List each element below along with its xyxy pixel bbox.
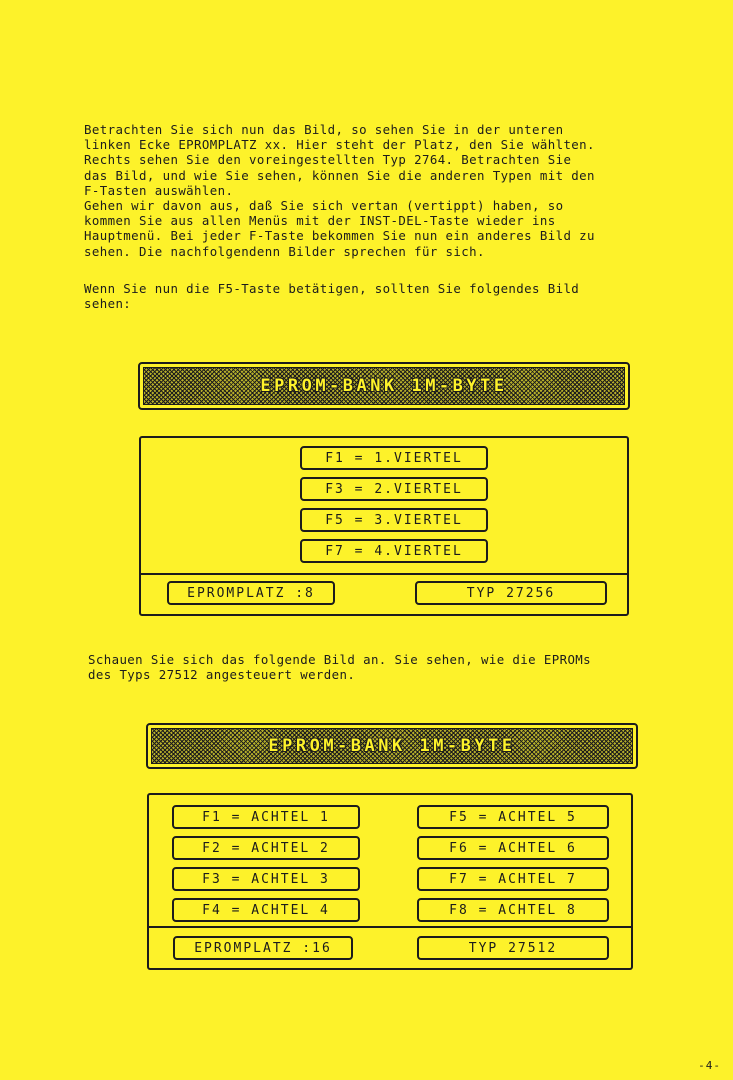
text-line: sehen. Die nachfolgendenn Bilder sprechen für sich.: [84, 243, 485, 259]
key-f4-achtel[interactable]: F4 = ACHTEL 4: [172, 898, 360, 922]
text-line: sehen:: [84, 296, 132, 312]
text-line: F-Tasten auswählen.: [84, 182, 234, 198]
key-f1-achtel[interactable]: F1 = ACHTEL 1: [172, 805, 360, 829]
text-line: Schauen Sie sich das folgende Bild an. Sie sehen, wie die EPROMs: [88, 652, 592, 667]
screen2-banner: [146, 723, 638, 769]
page-number: -4-: [698, 1059, 721, 1072]
eprom-type-field: TYP 27256: [415, 581, 607, 605]
key-f7-viertel[interactable]: F7 = 4.VIERTEL: [300, 539, 488, 563]
key-f3-achtel[interactable]: F3 = ACHTEL 3: [172, 867, 360, 891]
text-line: Gehen wir davon aus, daß Sie sich vertan (vertippt) haben, so: [84, 198, 564, 214]
eprom-type-field: TYP 27512: [417, 936, 609, 960]
text-line: kommen Sie aus allen Menüs mit der INST-DEL-Taste wieder ins: [84, 213, 556, 229]
key-f5-viertel[interactable]: F5 = 3.VIERTEL: [300, 508, 488, 532]
27512-paragraph: [88, 652, 708, 682]
key-f7-achtel[interactable]: F7 = ACHTEL 7: [417, 867, 609, 891]
eprom-slot-field: EPROMPLATZ :16: [173, 936, 353, 960]
screen1-banner: [138, 362, 630, 410]
key-f6-achtel[interactable]: F6 = ACHTEL 6: [417, 836, 609, 860]
text-line: linken Ecke EPROMPLATZ xx. Hier steht der Platz, den Sie wählten.: [84, 137, 595, 153]
intro-paragraph: [84, 122, 704, 259]
text-line: Hauptmenü. Bei jeder F-Taste bekommen Sie nun ein anderes Bild zu: [84, 228, 595, 244]
text-line: Betrachten Sie sich nun das Bild, so sehen Sie in der unteren: [84, 122, 564, 137]
panel-divider: [149, 926, 631, 928]
screen2-menu-panel: [147, 793, 633, 970]
key-f5-achtel[interactable]: F5 = ACHTEL 5: [417, 805, 609, 829]
eprom-slot-field: EPROMPLATZ :8: [167, 581, 335, 605]
text-line: Wenn Sie nun die F5-Taste betätigen, sollten Sie folgendes Bild: [84, 281, 580, 296]
banner-background: [151, 728, 633, 764]
f5-paragraph: [84, 281, 704, 311]
screen1-menu-panel: [139, 436, 629, 616]
banner-title: EPROM-BANK 1M-BYTE: [268, 736, 516, 756]
panel-divider: [141, 573, 627, 575]
text-line: Rechts sehen Sie den voreingestellten Typ 2764. Betrachten Sie: [84, 152, 572, 168]
key-f1-viertel[interactable]: F1 = 1.VIERTEL: [300, 446, 488, 470]
text-line: des Typs 27512 angesteuert werden.: [88, 667, 356, 683]
key-f2-achtel[interactable]: F2 = ACHTEL 2: [172, 836, 360, 860]
key-f3-viertel[interactable]: F3 = 2.VIERTEL: [300, 477, 488, 501]
banner-background: [143, 367, 625, 405]
key-f8-achtel[interactable]: F8 = ACHTEL 8: [417, 898, 609, 922]
text-line: das Bild, und wie Sie sehen, können Sie die anderen Typen mit den: [84, 167, 595, 183]
banner-title: EPROM-BANK 1M-BYTE: [260, 376, 508, 396]
